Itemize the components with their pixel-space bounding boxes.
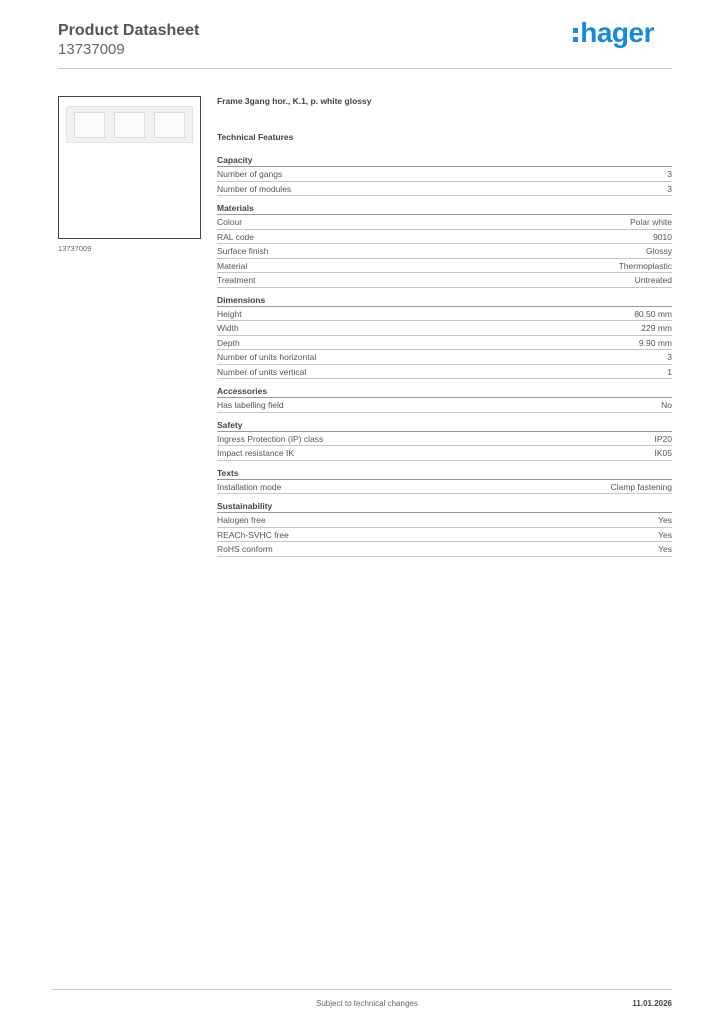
spec-label: RoHS conform bbox=[217, 544, 273, 554]
spec-section bbox=[217, 500, 672, 557]
spec-section bbox=[217, 385, 672, 413]
spec-value: 9010 bbox=[653, 231, 672, 242]
spec-row bbox=[217, 244, 672, 259]
spec-value: 3 bbox=[667, 169, 672, 179]
spec-section bbox=[217, 202, 672, 288]
spec-value: 80.50 mm bbox=[634, 308, 672, 319]
spec-label: Halogen free bbox=[217, 515, 266, 525]
footer-note: Subject to technical changes bbox=[316, 999, 418, 1008]
spec-value: Yes bbox=[658, 529, 672, 540]
spec-row bbox=[217, 513, 672, 528]
spec-value: Polar white bbox=[629, 217, 672, 227]
spec-value: No bbox=[661, 400, 672, 410]
spec-row bbox=[217, 321, 672, 336]
spec-row bbox=[217, 350, 672, 365]
spec-row bbox=[217, 542, 672, 557]
spec-value: Clamp fastening bbox=[610, 481, 672, 492]
spec-row bbox=[217, 307, 672, 322]
spec-value: 9.90 mm bbox=[638, 337, 672, 348]
spec-row bbox=[217, 259, 672, 274]
spec-row bbox=[217, 336, 672, 351]
page-footer bbox=[52, 989, 672, 1013]
section-title: Dimensions bbox=[217, 294, 672, 307]
spec-label: Height bbox=[217, 308, 242, 319]
logo-text: hager bbox=[580, 17, 654, 48]
spec-label: Surface finish bbox=[217, 246, 269, 256]
spec-row bbox=[217, 480, 672, 495]
technical-features-heading: Technical Features bbox=[217, 132, 294, 142]
spec-label: Material bbox=[217, 260, 248, 271]
spec-label: Number of gangs bbox=[217, 169, 283, 179]
datasheet-content bbox=[217, 95, 672, 563]
spec-label: Colour bbox=[217, 217, 243, 227]
spec-label: Impact resistance IK bbox=[217, 448, 295, 458]
spec-row bbox=[217, 167, 672, 182]
spec-value: IP20 bbox=[654, 433, 672, 444]
spec-section bbox=[217, 294, 672, 380]
product-number: 13737009 bbox=[58, 41, 125, 58]
hager-logo bbox=[573, 17, 654, 48]
spec-label: Number of units vertical bbox=[217, 366, 307, 377]
spec-row bbox=[217, 432, 672, 447]
page-header bbox=[58, 17, 672, 69]
section-title: Safety bbox=[217, 419, 672, 432]
spec-label: Ingress Protection (IP) class bbox=[217, 433, 324, 444]
frame-3gang-picture bbox=[66, 106, 193, 143]
spec-value: 1 bbox=[667, 366, 672, 377]
section-title: Sustainability bbox=[217, 500, 672, 513]
spec-row bbox=[217, 446, 672, 461]
spec-value: 3 bbox=[667, 183, 672, 194]
spec-row bbox=[217, 273, 672, 288]
spec-value: Thermoplastic bbox=[618, 260, 672, 271]
product-image bbox=[58, 96, 201, 239]
spec-value: Untreated bbox=[634, 275, 672, 285]
spec-value: IK05 bbox=[654, 448, 672, 458]
spec-row bbox=[217, 215, 672, 230]
spec-section bbox=[217, 419, 672, 461]
footer-date: 11.01.2026 bbox=[632, 999, 672, 1008]
spec-value: Glossy bbox=[646, 246, 672, 256]
spec-label: Installation mode bbox=[217, 481, 282, 492]
section-title: Accessories bbox=[217, 385, 672, 398]
section-title: Materials bbox=[217, 202, 672, 215]
spec-label: Width bbox=[217, 323, 239, 333]
spec-value: Yes bbox=[658, 515, 672, 525]
spec-label: Number of modules bbox=[217, 183, 292, 194]
spec-label: Number of units horizontal bbox=[217, 352, 317, 362]
spec-label: Treatment bbox=[217, 275, 256, 285]
spec-row bbox=[217, 528, 672, 543]
spec-sections bbox=[217, 154, 672, 557]
spec-row bbox=[217, 398, 672, 413]
image-caption: 13737009 bbox=[58, 244, 92, 253]
spec-label: Has labelling field bbox=[217, 400, 284, 410]
spec-row bbox=[217, 182, 672, 197]
spec-row bbox=[217, 365, 672, 380]
spec-value: 3 bbox=[667, 352, 672, 362]
spec-section bbox=[217, 154, 672, 196]
spec-row bbox=[217, 230, 672, 245]
spec-label: REACh-SVHC free bbox=[217, 529, 289, 540]
spec-value: Yes bbox=[658, 544, 672, 554]
page-title: Product Datasheet bbox=[58, 22, 200, 39]
spec-value: 229 mm bbox=[641, 323, 672, 333]
product-name: Frame 3gang hor., K.1, p. white glossy bbox=[217, 96, 372, 106]
section-title: Texts bbox=[217, 467, 672, 480]
section-title: Capacity bbox=[217, 154, 672, 167]
logo-dots-icon bbox=[573, 28, 578, 42]
spec-section bbox=[217, 467, 672, 495]
spec-label: RAL code bbox=[217, 231, 255, 242]
spec-label: Depth bbox=[217, 337, 240, 348]
